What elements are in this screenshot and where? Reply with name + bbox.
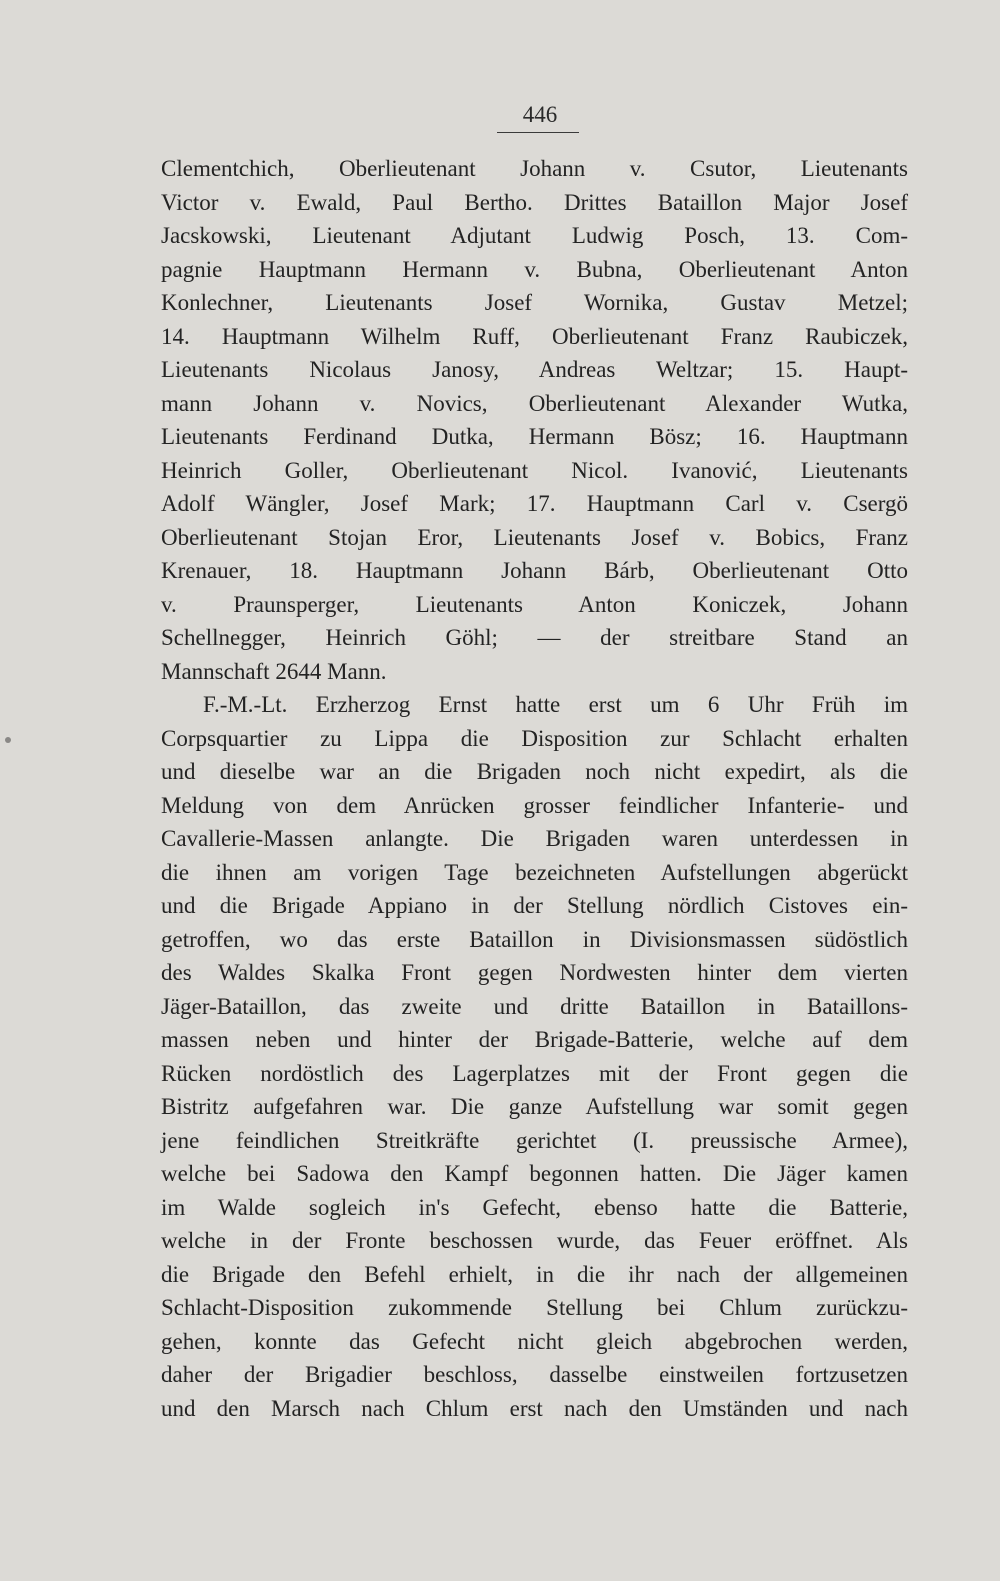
text-line: Clementchich, Oberlieutenant Johann v. Csutor, Lieutenants (161, 156, 908, 181)
text-line: jene feindlichen Streitkräfte gerichtet (I. preussische Armee), (161, 1127, 908, 1153)
text-line: welche in der Fronte beschossen wurde, das Feuer eröffnet. Als (161, 1228, 908, 1253)
text-line: Corpsquartier zu Lippa die Disposition zur Schlacht erhalten (161, 725, 908, 751)
text-line: und den Marsch nach Chlum erst nach den Umständen und nach (161, 1395, 908, 1421)
text-line: Meldung von dem Anrücken grosser feindlicher Infanterie- und (161, 792, 908, 818)
text-line: Konlechner, Lieutenants Josef Wornika, Gustav Metzel; (161, 290, 908, 315)
text-line: die ihnen am vorigen Tage bezeichneten Aufstellungen abgerückt (161, 859, 908, 885)
text-line: Schlacht-Disposition zukommende Stellung bei Chlum zurückzu- (161, 1295, 908, 1320)
text-line: Lieutenants Ferdinand Dutka, Hermann Bösz; 16. Hauptmann (161, 424, 908, 449)
text-line: und dieselbe war an die Brigaden noch nicht expedirt, als die (161, 759, 908, 784)
text-line: des Waldes Skalka Front gegen Nordwesten hinter dem vierten (161, 960, 908, 985)
body-text (161, 152, 908, 1425)
text-line: Adolf Wängler, Josef Mark; 17. Hauptmann Carl v. Csergö (161, 491, 908, 516)
text-line: die Brigade den Befehl erhielt, in die ihr nach der allgemeinen (161, 1261, 908, 1287)
text-line: Bistritz aufgefahren war. Die ganze Aufstellung war somit gegen (161, 1094, 908, 1119)
text-line: 14. Hauptmann Wilhelm Ruff, Oberlieutenant Franz Raubiczek, (161, 323, 908, 349)
margin-speck (5, 737, 11, 743)
text-line: Schellnegger, Heinrich Göhl; — der streitbare Stand an (161, 625, 908, 650)
text-line: Lieutenants Nicolaus Janosy, Andreas Weltzar; 15. Haupt- (161, 357, 908, 382)
text-line: gehen, konnte das Gefecht nicht gleich abgebrochen werden, (161, 1328, 908, 1354)
text-line: im Walde sogleich in's Gefecht, ebenso hatte die Batterie, (161, 1194, 908, 1220)
page-number-rule (497, 132, 579, 133)
text-line: Cavallerie-Massen anlangte. Die Brigaden waren unterdessen in (161, 826, 908, 851)
text-line: Krenauer, 18. Hauptmann Johann Bárb, Oberlieutenant Otto (161, 558, 908, 583)
text-line: Jacskowski, Lieutenant Adjutant Ludwig Posch, 13. Com- (161, 223, 908, 248)
text-line: welche bei Sadowa den Kampf begonnen hatten. Die Jäger kamen (161, 1161, 908, 1186)
paragraph-end-line: Mannschaft 2644 Mann. (161, 658, 387, 684)
text-line: mann Johann v. Novics, Oberlieutenant Alexander Wutka, (161, 390, 908, 416)
text-line: Oberlieutenant Stojan Eror, Lieutenants Josef v. Bobics, Franz (161, 524, 908, 550)
text-line: daher der Brigadier beschloss, dasselbe einstweilen fortzusetzen (161, 1362, 908, 1387)
text-line: pagnie Hauptmann Hermann v. Bubna, Oberlieutenant Anton (161, 256, 908, 282)
page-number: 446 (522, 102, 558, 127)
paragraph-start-line: F.-M.-Lt. Erzherzog Ernst hatte erst um 6 Uhr Früh im (203, 692, 908, 717)
text-line: Victor v. Ewald, Paul Bertho. Drittes Bataillon Major Josef (161, 189, 908, 215)
text-line: Rücken nordöstlich des Lagerplatzes mit der Front gegen die (161, 1060, 908, 1086)
text-line: massen neben und hinter der Brigade-Batterie, welche auf dem (161, 1027, 908, 1052)
text-line: und die Brigade Appiano in der Stellung nördlich Cistoves ein- (161, 893, 908, 918)
text-line: getroffen, wo das erste Bataillon in Divisionsmassen südöstlich (161, 926, 908, 952)
text-line: Heinrich Goller, Oberlieutenant Nicol. Ivanović, Lieutenants (161, 457, 908, 483)
text-line: v. Praunsperger, Lieutenants Anton Koniczek, Johann (161, 591, 908, 617)
text-line: Jäger-Bataillon, das zweite und dritte Bataillon in Bataillons- (161, 993, 908, 1019)
